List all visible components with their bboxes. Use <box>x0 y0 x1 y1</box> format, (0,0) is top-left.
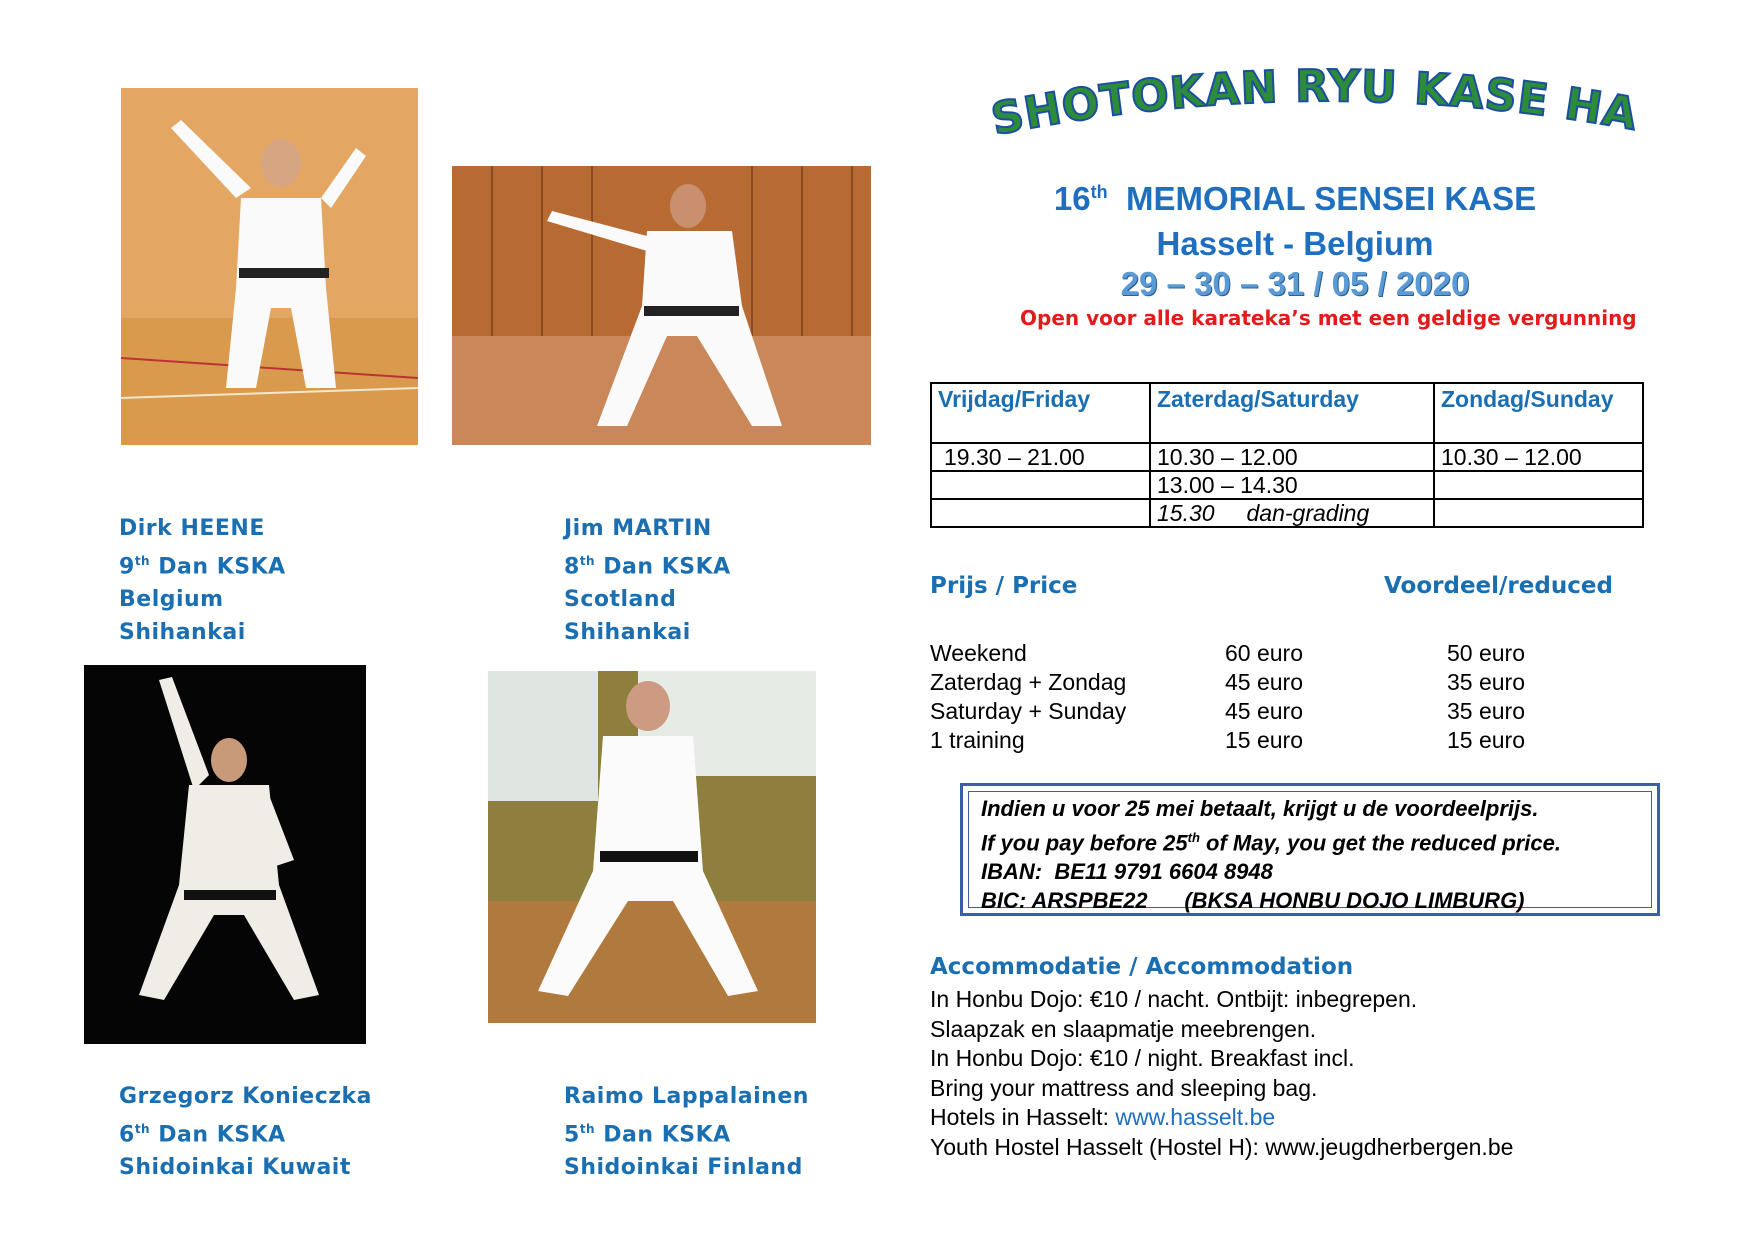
schedule-row <box>931 471 1643 499</box>
instructor-name: Grzegorz Konieczka <box>119 1084 373 1109</box>
page-title: SHOTOKAN RYU KASE HA <box>987 61 1643 146</box>
schedule-row <box>931 443 1643 471</box>
instructor-title: Shidoinkai Kuwait <box>119 1155 351 1181</box>
price-row <box>930 640 1630 669</box>
payment-text <box>981 794 1561 915</box>
instructor-caption-1 <box>119 512 286 649</box>
accommodation-line: Slaapzak en slaapmatje meebrengen. <box>930 1015 1317 1042</box>
instructor-rank: 6th Dan KSKA <box>119 1122 286 1148</box>
instructor-name: Dirk HEENE <box>119 516 265 541</box>
schedule-cell: 19.30 – 21.00 <box>931 443 1150 471</box>
price-reduced: 50 euro <box>1447 640 1526 666</box>
price-label: Saturday + Sunday <box>930 698 1127 724</box>
accommodation-info <box>930 985 1513 1162</box>
svg-text:SHOTOKAN RYU KASE HA <box>987 61 1642 146</box>
schedule-cell: 13.00 – 14.30 <box>1150 471 1434 499</box>
price-reduced: 15 euro <box>1447 727 1526 753</box>
title-banner <box>985 60 1645 150</box>
payment-line-en: If you pay before 25th of May, you get the reduced price. <box>981 830 1561 856</box>
price-label: Weekend <box>930 640 1027 666</box>
payment-box <box>960 783 1660 916</box>
schedule-cell: 10.30 – 12.00 <box>1150 443 1434 471</box>
photo-raimo-lappalainen <box>488 671 816 1023</box>
schedule-header-row <box>931 383 1643 443</box>
instructor-caption-2 <box>564 512 731 649</box>
schedule-table <box>930 382 1644 528</box>
accommodation-line: In Honbu Dojo: €10 / nacht. Ontbijt: inbegrepen. <box>930 986 1418 1012</box>
price-label: Zaterdag + Zondag <box>930 669 1127 695</box>
accommodation-line: Bring your mattress and sleeping bag. <box>930 1074 1318 1101</box>
price-row <box>930 669 1630 698</box>
instructor-rank: 9th Dan KSKA <box>119 554 286 580</box>
instructor-rank: 8th Dan KSKA <box>564 554 731 580</box>
hostel-line: Youth Hostel Hasselt (Hostel H): www.jeugdherbergen.be <box>930 1133 1514 1160</box>
price-label: 1 training <box>930 727 1025 753</box>
schedule-cell: 10.30 – 12.00 <box>1434 443 1643 471</box>
instructor-title: Shihankai <box>119 620 246 646</box>
payment-iban: IBAN: BE11 9791 6604 8948 <box>981 859 1273 885</box>
instructor-name: Raimo Lappalainen <box>564 1084 809 1109</box>
accommodation-title: Accommodatie / Accommodation <box>930 954 1354 980</box>
instructor-caption-3 <box>119 1080 372 1184</box>
event-location: Hasselt - Belgium <box>1156 225 1434 262</box>
photo-dirk-heene <box>121 88 418 445</box>
price-value: 15 euro <box>1225 727 1304 753</box>
price-row <box>930 727 1630 756</box>
price-value: 45 euro <box>1225 698 1304 724</box>
price-value: 60 euro <box>1225 640 1304 666</box>
price-row <box>930 698 1630 727</box>
schedule-cell <box>931 499 1150 527</box>
instructor-title: Shihankai <box>564 620 691 646</box>
reduced-price-title: Voordeel/reduced <box>1384 573 1613 599</box>
price-title: Prijs / Price <box>930 573 1078 599</box>
price-reduced: 35 euro <box>1447 669 1526 695</box>
price-value: 45 euro <box>1225 669 1304 695</box>
accommodation-line: In Honbu Dojo: €10 / night. Breakfast incl. <box>930 1045 1355 1071</box>
instructor-name: Jim MARTIN <box>564 516 712 541</box>
event-dates: 29 – 30 – 31 / 05 / 2020 <box>1120 265 1470 302</box>
schedule-cell: 15.30 dan-grading <box>1150 499 1434 527</box>
payment-line-nl: Indien u voor 25 mei betaalt, krijgt u de voordeelprijs. <box>981 796 1539 821</box>
schedule-cell <box>1434 471 1643 499</box>
price-reduced: 35 euro <box>1447 698 1526 724</box>
hotels-link[interactable]: www.hasselt.be <box>1115 1104 1276 1130</box>
schedule-header-saturday: Zaterdag/Saturday <box>1150 383 1434 443</box>
instructor-title: Shidoinkai Finland <box>564 1155 803 1181</box>
instructor-caption-4 <box>564 1080 809 1184</box>
schedule-row <box>931 499 1643 527</box>
photo-jim-martin <box>452 166 871 445</box>
schedule-header-friday: Vrijdag/Friday <box>931 383 1150 443</box>
schedule-cell <box>1434 499 1643 527</box>
instructor-rank: 5th Dan KSKA <box>564 1122 731 1148</box>
open-note: Open voor alle karateka’s met een geldige vergunning <box>1020 306 1637 330</box>
payment-bic: BIC: ARSPBE22 (BKSA HONBU DOJO LIMBURG) <box>981 888 1525 914</box>
photo-grzegorz-konieczka <box>84 665 366 1044</box>
hotels-line: Hotels in Hasselt: www.hasselt.be <box>930 1104 1276 1130</box>
schedule-cell <box>931 471 1150 499</box>
event-name: 16th MEMORIAL SENSEI KASE <box>1053 180 1537 217</box>
schedule-header-sunday: Zondag/Sunday <box>1434 383 1643 443</box>
instructor-country: Belgium <box>119 587 224 613</box>
instructor-country: Scotland <box>564 587 677 613</box>
